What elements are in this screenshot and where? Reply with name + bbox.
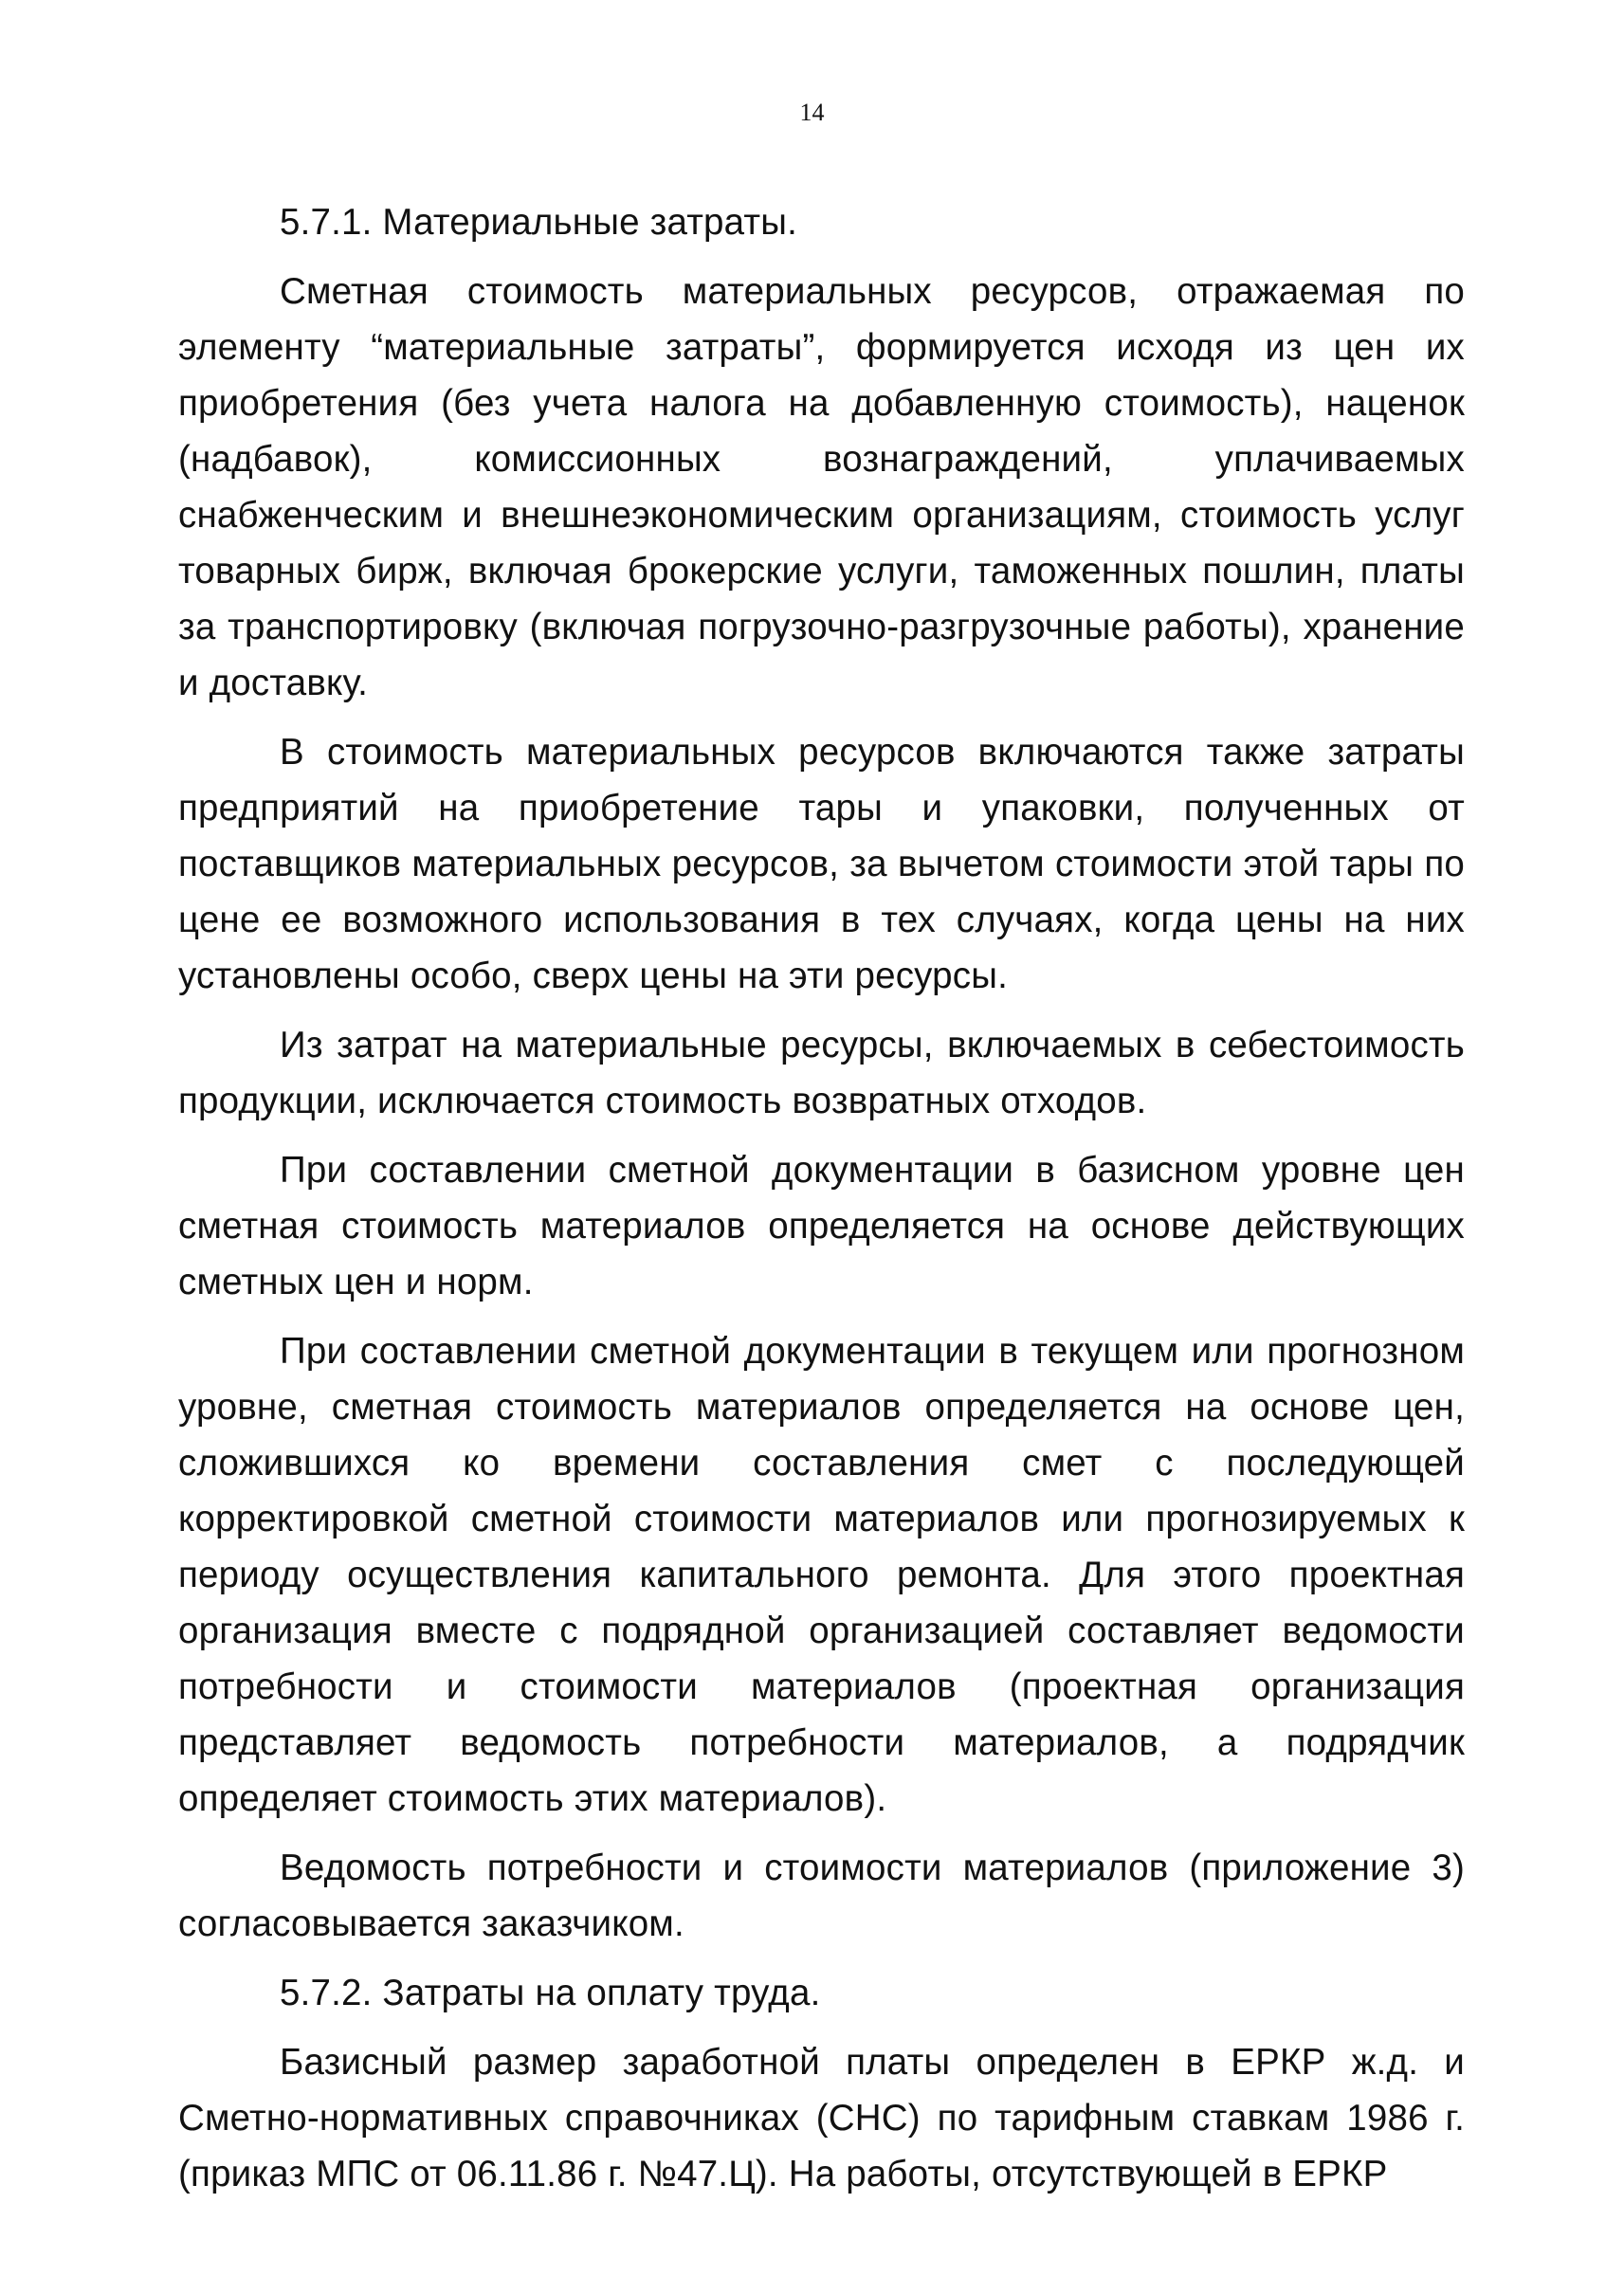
paragraph-packaging-costs: В стоимость материальных ресурсов включаются также затраты предприятий на приобретение тары и упаковки, полученных от поставщиков материальных ресурсов, за вычетом стоимости этой тары по цене ее возможного использования в тех случаях, когда цены на них установлены особо, сверх цены на эти ресурсы. bbox=[178, 732, 1465, 996]
paragraph-customer-approval: Ведомость потребности и стоимости материалов (приложение 3) согласовывается заказчиком. bbox=[178, 1848, 1465, 1944]
paragraph-current-price-level: При составлении сметной документации в текущем или прогнозном уровне, сметная стоимость материалов определяется на основе цен, сложившихся ко времени составления смет с последующей корректировкой сметной стоимости материалов или прогнозируемых к периоду осуществления капитального ремонта. Для этого проектная организация вместе с подрядной организацией составляет ведомости потребности и стоимости материалов (проектная организация представляет ведомость потребности материалов, а подрядчик определяет стоимость этих материалов). bbox=[178, 1331, 1465, 1819]
document-body bbox=[178, 194, 1465, 2215]
paragraph-base-price-level: При составлении сметной документации в базисном уровне цен сметная стоимость материалов определяется на основе действующих сметных цен и норм. bbox=[178, 1150, 1465, 1302]
section-heading-labor-costs: 5.7.2. Затраты на оплату труда. bbox=[280, 1973, 821, 2013]
paragraph-returnable-waste: Из затрат на материальные ресурсы, включаемых в себестоимость продукции, исключается стоимость возвратных отходов. bbox=[178, 1025, 1465, 1121]
section-heading-material-costs: 5.7.1. Материальные затраты. bbox=[280, 202, 798, 243]
paragraph-material-cost-definition: Сметная стоимость материальных ресурсов, отражаемая по элементу “материальные затраты”, формируется исходя из цен их приобретения (без учета налога на добавленную стоимость), наценок (надбавок), комиссионных вознаграждений, уплачиваемых снабженческим и внешнеэкономическим организациям, стоимость услуг товарных бирж, включая брокерские услуги, таможенных пошлин, платы за транспортировку (включая погрузочно-разгрузочные работы), хранение и доставку. bbox=[178, 271, 1465, 703]
page-number: 14 bbox=[799, 99, 825, 126]
paragraph-base-wage: Базисный размер заработной платы определен в ЕРКР ж.д. и Сметно-нормативных справочниках (СНС) по тарифным ставкам 1986 г. (приказ МПС от 06.11.86 г. №47.Ц). На работы, отсутствующей в ЕРКР bbox=[178, 2042, 1465, 2194]
